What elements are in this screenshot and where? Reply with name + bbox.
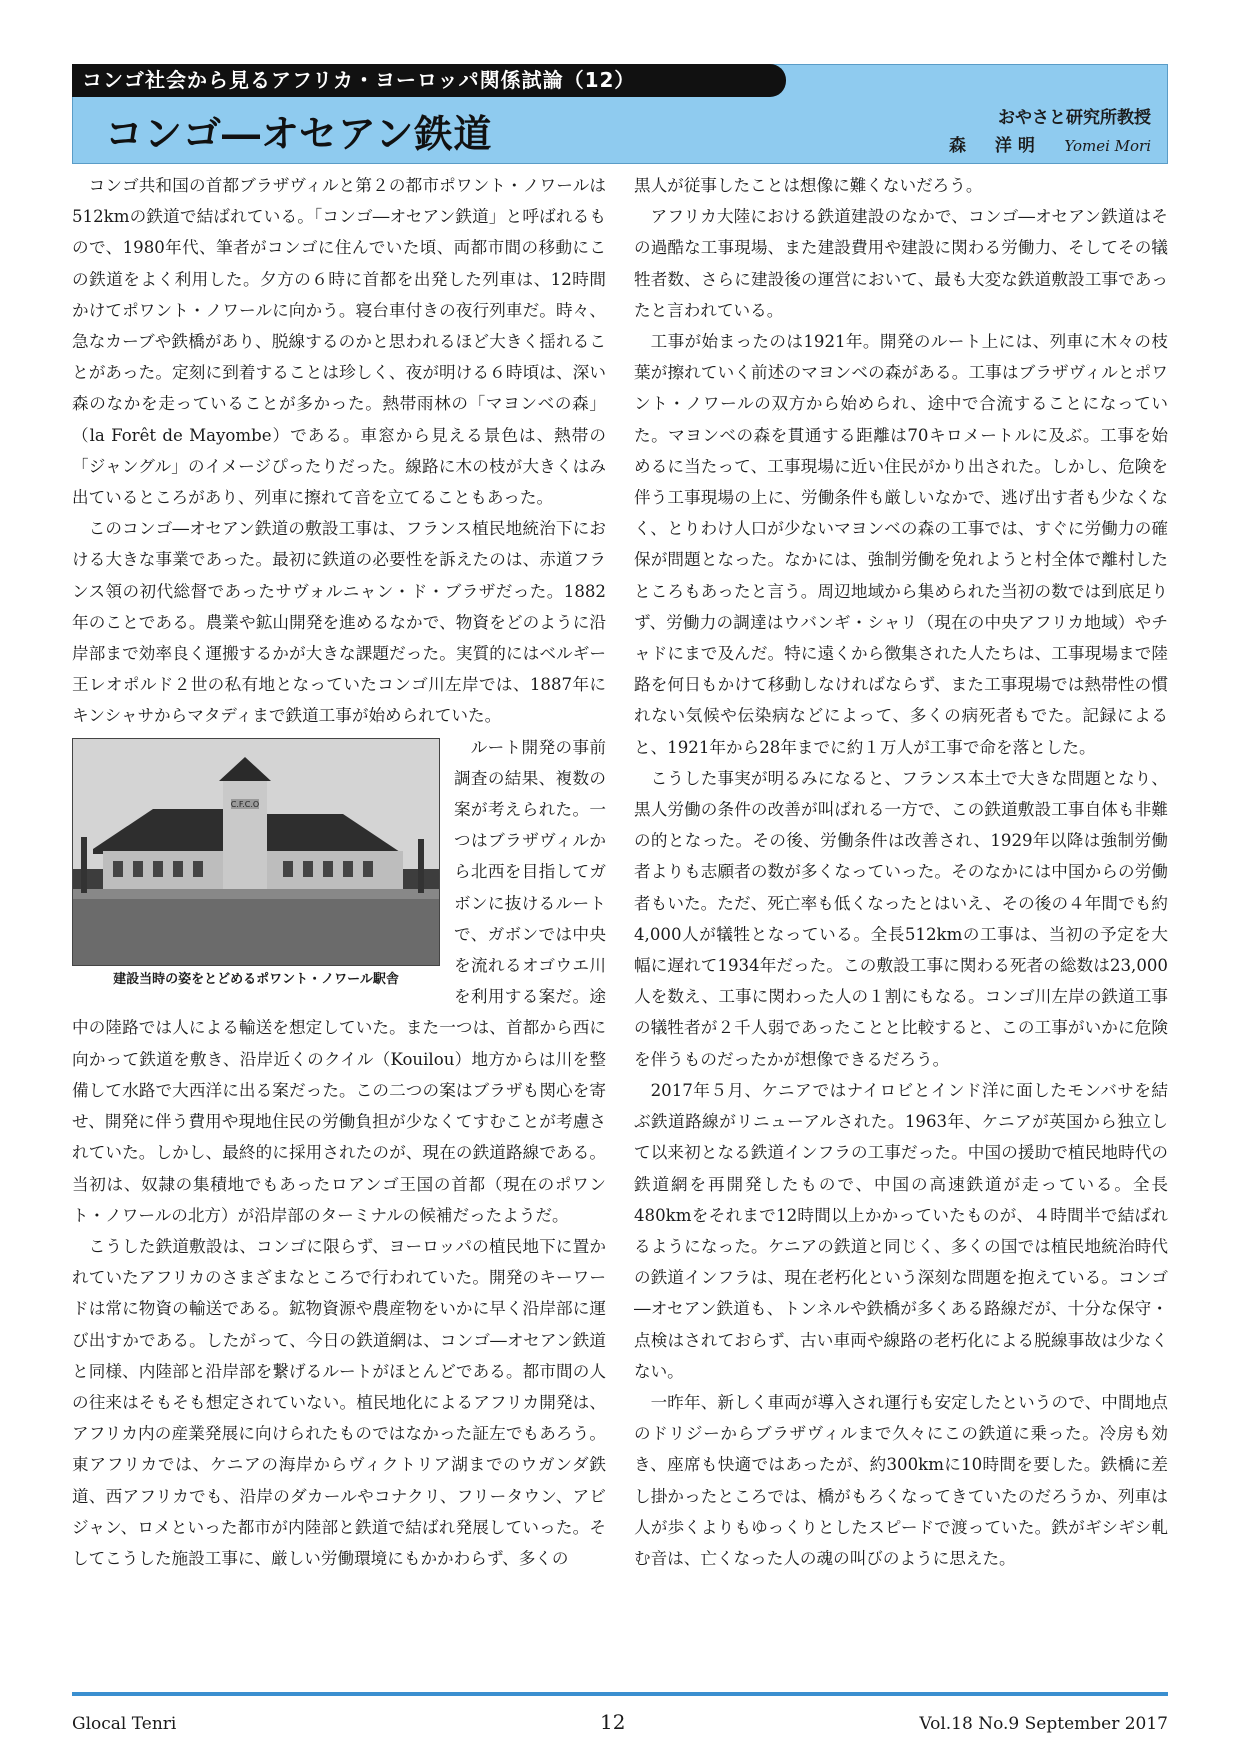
station-sign: C.F.C.O — [230, 799, 260, 809]
page-number: 12 — [600, 1710, 626, 1734]
station-building-illustration — [73, 739, 439, 965]
photo-figure — [72, 738, 440, 1000]
station-photo — [72, 738, 440, 966]
paragraph: ルート開発の事前調査の結果、複数の案が考えられた。一つはブラザヴィルから北西を目指してガボンに抜けるルートで、ガボンでは中央を流れるオゴウエ川を利用する案だ。途中の陸路では人による輸送を想定していた。また一つは、首都から西に向かって鉄道を敷き、沿岸近くのクイル（Kouilou）地方からは川を整備して水路で大西洋に出る案だった。この二つの案はブラザも関心を寄せ、開発に伴う費用や現地住民の労働負担が少なくてすむことが考慮されていた。しかし、最終的に採用されたのが、現在の鉄道路線である。当初は、奴隷の集積地でもあったロアンゴ王国の首都（現在のポワント・ノワールの北方）が沿岸部のターミナルの候補だったようだ。 — [72, 737, 606, 1225]
footer-issue: Vol.18 No.9 September 2017 — [919, 1714, 1168, 1734]
author-name: 森 洋明 — [948, 136, 1041, 156]
paragraph: 一昨年、新しく車両が導入され運行も安定したというので、中間地点のドリジーからブラザヴィルまで久々にこの鉄道に乗った。冷房も効き、座席も快適ではあったが、約300kmに10時間を要した。鉄橋に差し掛かったところでは、橋がもろくなってきていたのだろうか、列車は人が歩くよりもゆっくりとしたスピードで渡っていた。鉄がギシギシ軋む音は、亡くなった人の魂の叫びのように思えた。 — [634, 1392, 1168, 1568]
paragraph: こうした事実が明るみになると、フランス本土で大きな問題となり、黒人労働の条件の改善が叫ばれる一方で、この鉄道敷設工事自体も非難の的となった。その後、労働条件は改善され、1929年以降は強制労働者よりも志願者の数が多くなっていった。そのなかには中国からの労働者もいた。ただ、死亡率も低くなったとはいえ、その後の４年間でも約4,000人が犠牲となっている。全長512kmの工事は、当初の予定を大幅に遅れて1934年だった。この敷設工事に関わる死者の総数は23,000人を数え、工事に関わった人の１割にもなる。コンゴ川左岸の鉄道工事の犠牲者が２千人弱であったことと比較すると、この工事がいかに危険を伴うものだったかが想像できるだろう。 — [634, 768, 1168, 1069]
paragraph: こうした鉄道敷設は、コンゴに限らず、ヨーロッパの植民地下に置かれていたアフリカのさまざまなところで行われていた。開発のキーワードは常に物資の輸送である。鉱物資源や農産物をいかに早く沿岸部に運び出すかである。したがって、今日の鉄道網は、コンゴ―オセアン鉄道と同様、内陸部と沿岸部を繋げるルートがほとんどである。都市間の人の往来はそもそも想定されていない。植民地化によるアフリカ開発は、アフリカ内の産業発展に向けられたものではなかった証左でもあろう。東アフリカでは、ケニアの海岸からヴィクトリア湖までのウガンダ鉄道、西アフリカでも、沿岸のダカールやコナクリ、フリータウン、アビジャン、ロメといった都市が内陸部と鉄道で結ばれ発展していった。そしてこうした施設工事に、厳しい労働環境にもかかわらず、多くの — [72, 1236, 606, 1568]
footer-rule — [72, 1692, 1168, 1696]
author-affiliation: おやさと研究所教授 — [998, 108, 1151, 128]
series-title: コンゴ社会から見るアフリカ・ヨーロッパ関係試論（12） — [72, 64, 786, 97]
footer-publication: Glocal Tenri — [72, 1714, 177, 1734]
photo-caption: 建設当時の姿をとどめるポワント・ノワール駅舎 — [113, 971, 399, 987]
right-column — [634, 170, 1168, 1574]
paragraph: 工事が始まったのは1921年。開発のルート上には、列車に木々の枝葉が擦れていく前述のマヨンベの森がある。工事はブラザヴィルとポワント・ノワールの双方から始められ、途中で合流することになっていた。マヨンベの森を貫通する距離は70キロメートルに及ぶ。工事を始めるに当たって、工事現場に近い住民がかり出された。しかし、危険を伴う工事現場の上に、労働条件も厳しいなかで、逃げ出す者も少なくなく、とりわけ人口が少ないマヨンベの森の工事では、すぐに労働力の確保が問題となった。なかには、強制労働を免れようと村全体で離村したところもあったと言う。周辺地域から集められた当初の数では到底足りず、労働力の調達はウバンギ・シャリ（現在の中央アフリカ地域）やチャドにまで及んだ。特に遠くから徴集された人たちは、工事現場まで陸路を何日もかけて移動しなければならず、また工事現場では熱帯性の慣れない気候や伝染病などによって、多くの病死者もでた。記録によると、1921年から28年までに約１万人が工事で命を落とした。 — [634, 332, 1168, 757]
article-title: コンゴ―オセアン鉄道 — [105, 111, 493, 156]
author-name-en: Yomei Mori — [1064, 137, 1151, 155]
paragraph: 黒人が従事したことは想像に難くないだろう。 — [634, 176, 983, 195]
paragraph: アフリカ大陸における鉄道建設のなかで、コンゴ―オセアン鉄道はその過酷な工事現場、また建設費用や建設に関わる労働力、そしてその犠牲者数、さらに建設後の運営において、最も大変な鉄道敷設工事であったと言われている。 — [634, 207, 1168, 320]
article-header — [72, 64, 1168, 164]
paragraph: このコンゴ―オセアン鉄道の敷設工事は、フランス植民地統治下における大きな事業であった。最初に鉄道の必要性を訴えたのは、赤道フランス領の初代総督であったサヴォルニャン・ド・ブラザだった。1882年のことである。農業や鉱山開発を進めるなかで、物資をどのように沿岸部まで効率良く運搬するかが大きな課題だった。実質的にはベルギー王レオポルド２世の私有地となっていたコンゴ川左岸では、1887年にキンシャサからマタディまで鉄道工事が始められていた。 — [72, 519, 606, 726]
left-column — [72, 170, 606, 1574]
paragraph: コンゴ共和国の首都ブラザヴィルと第２の都市ポワント・ノワールは512kmの鉄道で結ばれている。「コンゴ―オセアン鉄道」と呼ばれるもので、1980年代、筆者がコンゴに住んでいた頃、両都市間の移動にこの鉄道をよく利用した。夕方の６時に首都を出発した列車は、12時間かけてポワント・ノワールに向かう。寝台車付きの夜行列車だ。時々、急なカーブや鉄橋があり、脱線するのかと思われるほど大きく揺れることがあった。定刻に到着することは珍しく、夜が明ける６時頃は、深い森のなかを走っていることが多かった。熱帯雨林の「マヨンベの森」（la Forêt de Mayombe）である。車窓から見える景色は、熱帯の「ジャングル」のイメージぴったりだった。線路に木の枝が大きくはみ出ているところがあり、列車に擦れて音を立てることもあった。 — [72, 176, 606, 508]
author-line — [949, 131, 1151, 156]
paragraph: 2017年５月、ケニアではナイロビとインド洋に面したモンバサを結ぶ鉄道路線がリニューアルされた。1963年、ケニアが英国から独立して以来初となる鉄道インフラの工事だった。中国の援助で植民地時代の鉄道網を再開発したもので、中国の高速鉄道が走っている。全長480kmをそれまで12時間以上かかっていたものが、４時間半で結ばれるようになった。ケニアの鉄道と同じく、多くの国では植民地統治時代の鉄道インフラは、現在老朽化という深刻な問題を抱えている。コンゴ―オセアン鉄道も、トンネルや鉄橋が多くある路線だが、十分な保守・点検はされておらず、古い車両や線路の老朽化による脱線事故は少なくない。 — [634, 1080, 1168, 1381]
